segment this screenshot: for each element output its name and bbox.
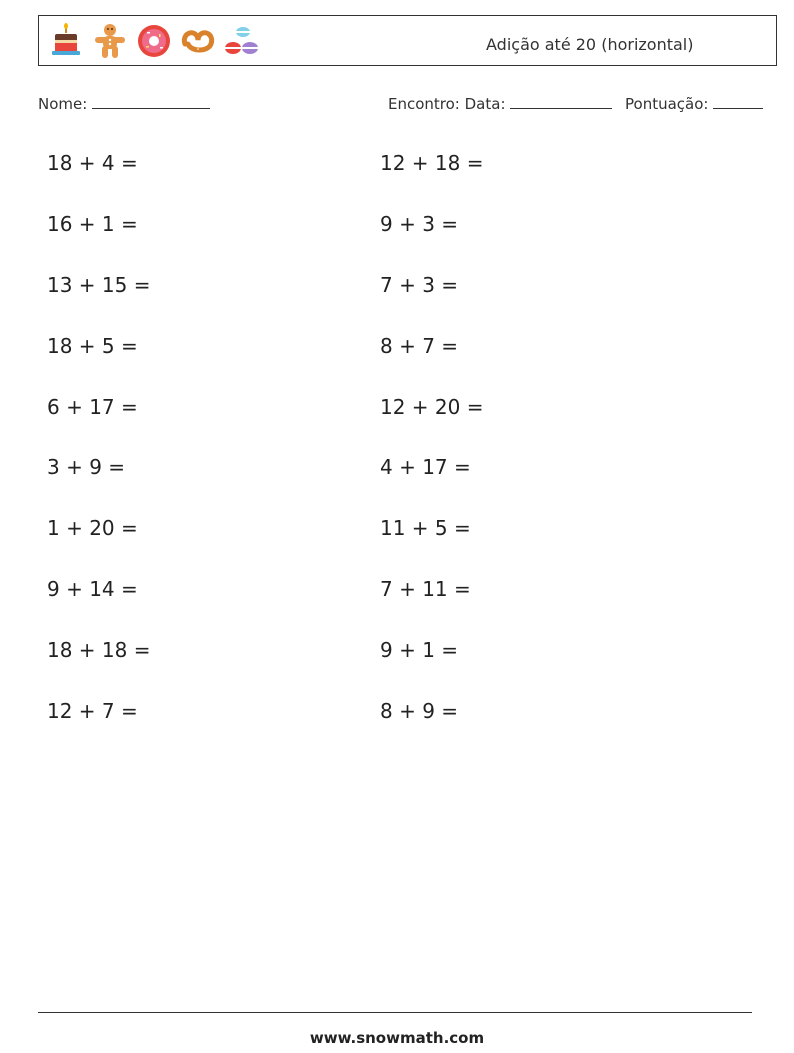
problem-left-4: 18 + 5 = [47, 334, 138, 358]
pretzel-icon [179, 22, 217, 60]
problem-right-2: 9 + 3 = [380, 212, 459, 236]
meeting-date-field [388, 94, 612, 113]
problem-right-5: 12 + 20 = [380, 395, 484, 419]
problem-right-3: 7 + 3 = [380, 273, 459, 297]
problem-left-5: 6 + 17 = [47, 395, 138, 419]
problem-left-6: 3 + 9 = [47, 455, 126, 479]
problem-left-7: 1 + 20 = [47, 516, 138, 540]
donut-icon [135, 22, 173, 60]
meeting-date-label: Encontro: Data: [388, 95, 506, 113]
footer-website[interactable]: www.snowmath.com [309, 1029, 485, 1047]
problem-right-9: 9 + 1 = [380, 638, 459, 662]
problem-right-6: 4 + 17 = [380, 455, 471, 479]
cake-icon [47, 22, 85, 60]
name-blank[interactable] [92, 94, 210, 109]
header-box [38, 15, 777, 66]
score-blank[interactable] [713, 94, 763, 109]
problem-right-1: 12 + 18 = [380, 151, 484, 175]
macarons-icon [223, 22, 261, 60]
score-field [625, 94, 763, 113]
worksheet-title: Adição até 20 (horizontal) [486, 35, 694, 54]
gingerbread-man-icon [91, 22, 129, 60]
name-field [38, 94, 210, 113]
score-label: Pontuação: [625, 95, 709, 113]
problem-right-8: 7 + 11 = [380, 577, 471, 601]
date-blank[interactable] [510, 94, 612, 109]
problem-left-2: 16 + 1 = [47, 212, 138, 236]
problem-right-10: 8 + 9 = [380, 699, 459, 723]
problem-left-8: 9 + 14 = [47, 577, 138, 601]
problem-left-10: 12 + 7 = [47, 699, 138, 723]
problem-left-9: 18 + 18 = [47, 638, 151, 662]
problem-right-4: 8 + 7 = [380, 334, 459, 358]
icon-strip [47, 22, 261, 60]
problem-left-1: 18 + 4 = [47, 151, 138, 175]
name-label: Nome: [38, 95, 88, 113]
problem-left-3: 13 + 15 = [47, 273, 151, 297]
problem-right-7: 11 + 5 = [380, 516, 471, 540]
footer-divider [38, 1012, 752, 1013]
